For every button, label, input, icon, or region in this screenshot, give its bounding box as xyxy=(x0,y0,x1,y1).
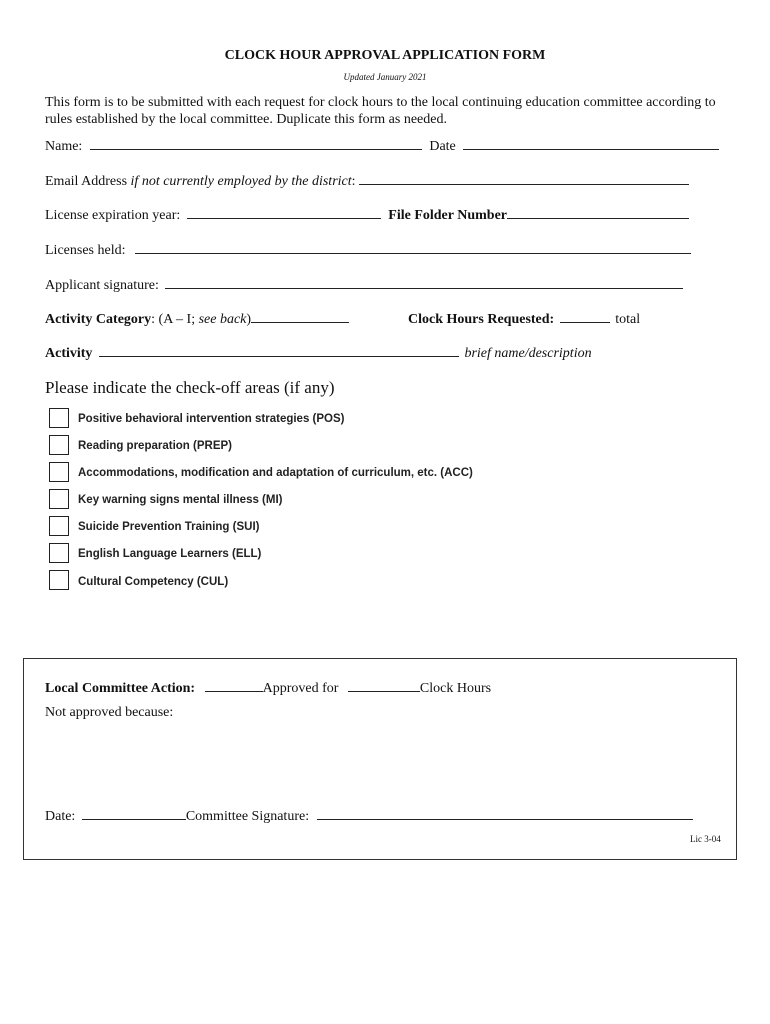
license-exp-label: License expiration year: xyxy=(45,208,181,223)
email-note: if not currently employed by the district xyxy=(130,174,352,189)
activity-field[interactable] xyxy=(99,343,459,357)
checkbox-prep[interactable] xyxy=(49,435,69,455)
checkbox-label-ell: English Language Learners (ELL) xyxy=(78,548,262,560)
license-row xyxy=(45,205,689,223)
checkbox-ell[interactable] xyxy=(49,543,69,563)
committee-action-label: Local Committee Action: xyxy=(45,681,196,696)
name-row xyxy=(45,136,719,154)
checkbox-label-mi: Key warning signs mental illness (MI) xyxy=(78,494,283,506)
clock-hours-row xyxy=(408,309,640,327)
committee-signature-field[interactable] xyxy=(317,806,693,820)
checkbox-label-prep: Reading preparation (PREP) xyxy=(78,440,232,452)
applicant-signature-label: Applicant signature: xyxy=(45,278,159,293)
approved-for-label: Approved for xyxy=(262,681,339,696)
committee-date-row xyxy=(45,806,693,824)
licenses-held-row xyxy=(45,240,691,258)
licenses-held-label: Licenses held: xyxy=(45,243,126,258)
approved-check-field[interactable] xyxy=(205,678,263,692)
form-title: CLOCK HOUR APPROVAL APPLICATION FORM xyxy=(224,48,546,63)
checkbox-sui[interactable] xyxy=(49,516,69,536)
committee-date-label: Date: xyxy=(45,809,76,824)
clock-hours-suffix: total xyxy=(615,312,641,327)
intro-text: This form is to be submitted with each request for clock hours to the local continuing education committee according to rules established by the local committee. Duplicate this form as needed. xyxy=(45,95,716,127)
file-folder-label: File Folder Number xyxy=(388,208,508,223)
checkbox-label-acc: Accommodations, modification and adaptation of curriculum, etc. (ACC) xyxy=(78,467,473,479)
activity-label: Activity xyxy=(45,346,93,361)
name-field[interactable] xyxy=(90,136,422,150)
checkoff-heading: Please indicate the check-off areas (if any) xyxy=(45,378,335,397)
not-approved-label: Not approved because: xyxy=(45,705,174,720)
activity-category-close: ) xyxy=(246,312,252,327)
email-field[interactable] xyxy=(359,171,689,185)
clock-hours-label: Clock Hours Requested: xyxy=(408,312,555,327)
clock-hours-text: Clock Hours xyxy=(419,681,492,696)
licenses-held-field[interactable] xyxy=(135,240,691,254)
activity-category-field[interactable] xyxy=(251,309,349,323)
activity-category-row xyxy=(45,309,349,327)
updated-date: Updated January 2021 xyxy=(343,72,427,82)
email-label: Email Address xyxy=(45,174,131,189)
checkbox-label-sui: Suicide Prevention Training (SUI) xyxy=(78,521,260,533)
committee-action-row xyxy=(45,678,491,696)
checkbox-mi[interactable] xyxy=(49,489,69,509)
committee-signature-label: Committee Signature: xyxy=(185,809,310,824)
activity-category-label: Activity Category xyxy=(45,312,152,327)
activity-note: brief name/description xyxy=(464,346,592,361)
license-exp-field[interactable] xyxy=(187,205,381,219)
checkbox-pos[interactable] xyxy=(49,408,69,428)
applicant-signature-field[interactable] xyxy=(165,275,683,289)
activity-row xyxy=(45,343,592,361)
email-colon: : xyxy=(351,174,356,189)
checkbox-label-pos: Positive behavioral intervention strategies (POS) xyxy=(78,413,345,425)
email-row xyxy=(45,171,689,189)
activity-category-range: : (A – I; xyxy=(151,312,199,327)
date-field[interactable] xyxy=(463,136,719,150)
applicant-signature-row xyxy=(45,275,683,293)
file-folder-field[interactable] xyxy=(507,205,689,219)
checkbox-cul[interactable] xyxy=(49,570,69,590)
checkbox-label-cul: Cultural Competency (CUL) xyxy=(78,576,229,588)
checkbox-acc[interactable] xyxy=(49,462,69,482)
not-approved-reason-area[interactable] xyxy=(45,726,705,796)
committee-date-field[interactable] xyxy=(82,806,186,820)
activity-category-note: see back xyxy=(198,312,247,327)
name-label: Name: xyxy=(45,139,83,154)
date-label: Date xyxy=(429,139,456,154)
form-code: Lic 3-04 xyxy=(690,834,721,844)
approved-hours-field[interactable] xyxy=(348,678,420,692)
clock-hours-field[interactable] xyxy=(560,309,610,323)
